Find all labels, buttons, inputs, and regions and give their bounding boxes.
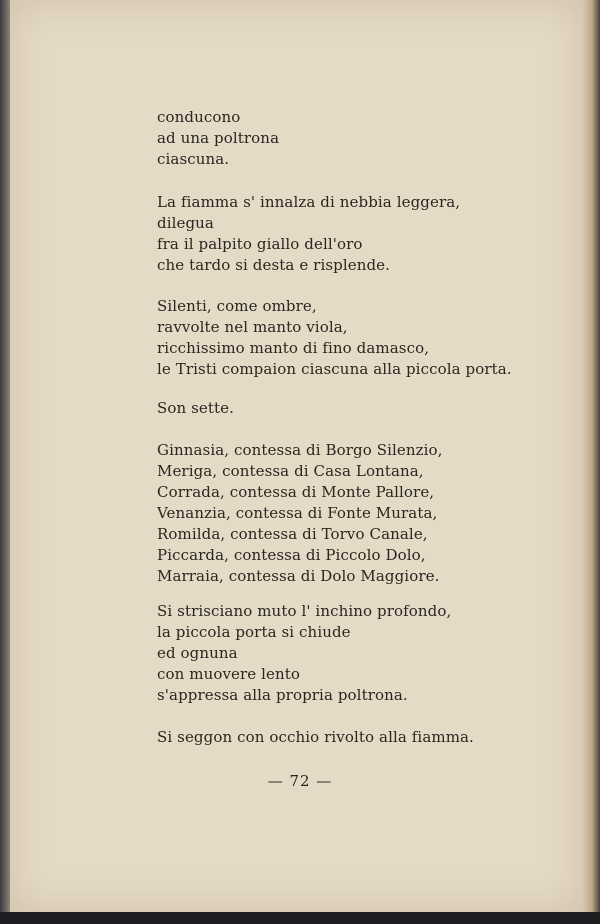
- poem-line: La fiamma s' innalza di nebbia leggera,: [157, 193, 461, 211]
- poem-line: Marraia, contessa di Dolo Maggiore.: [157, 567, 440, 585]
- poem-line: fra il palpito giallo dell'oro: [157, 235, 363, 253]
- poem-line: che tardo si desta e risplende.: [157, 256, 391, 274]
- stanza-7: [157, 727, 474, 748]
- poem-line: la piccola porta si chiude: [157, 623, 351, 641]
- poem-line: Venanzia, contessa di Fonte Murata,: [157, 504, 438, 522]
- poem-line: Piccarda, contessa di Piccolo Dolo,: [157, 546, 426, 564]
- poem-line: Romilda, contessa di Torvo Canale,: [157, 525, 428, 543]
- poem-line: Si strisciano muto l' inchino profondo,: [157, 602, 452, 620]
- poem-line: Corrada, contessa di Monte Pallore,: [157, 483, 435, 501]
- scan-bottom-edge: [0, 912, 600, 924]
- poem-line: Ginnasia, contessa di Borgo Silenzio,: [157, 441, 443, 459]
- poem-line: ed ognuna: [157, 644, 238, 662]
- stanza-4: [157, 398, 234, 419]
- poem-line: ciascuna.: [157, 150, 230, 168]
- poem-line: ricchissimo manto di fino damasco,: [157, 339, 430, 357]
- poem-line: con muovere lento: [157, 665, 301, 683]
- stanza-5: [157, 440, 443, 587]
- poem-line: Silenti, come ombre,: [157, 297, 317, 315]
- poem-line: conducono: [157, 108, 241, 126]
- stanza-6: [157, 601, 451, 706]
- poem-line: Meriga, contessa di Casa Lontana,: [157, 462, 424, 480]
- page-number: — 72 —: [267, 772, 333, 790]
- poem-line: le Tristi compaion ciascuna alla piccola porta.: [157, 360, 512, 378]
- poem-line: s'appressa alla propria poltrona.: [157, 686, 408, 704]
- poem-line: ad una poltrona: [157, 129, 280, 147]
- poem-line: Son sette.: [157, 399, 235, 417]
- stanza-2: [157, 192, 460, 276]
- poem-line: ravvolte nel manto viola,: [157, 318, 348, 336]
- poem-line: Si seggon con occhio rivolto alla fiamma.: [157, 728, 474, 746]
- stanza-3: [157, 296, 512, 380]
- poem-line: dilegua: [157, 214, 214, 232]
- stanza-1: [157, 107, 279, 170]
